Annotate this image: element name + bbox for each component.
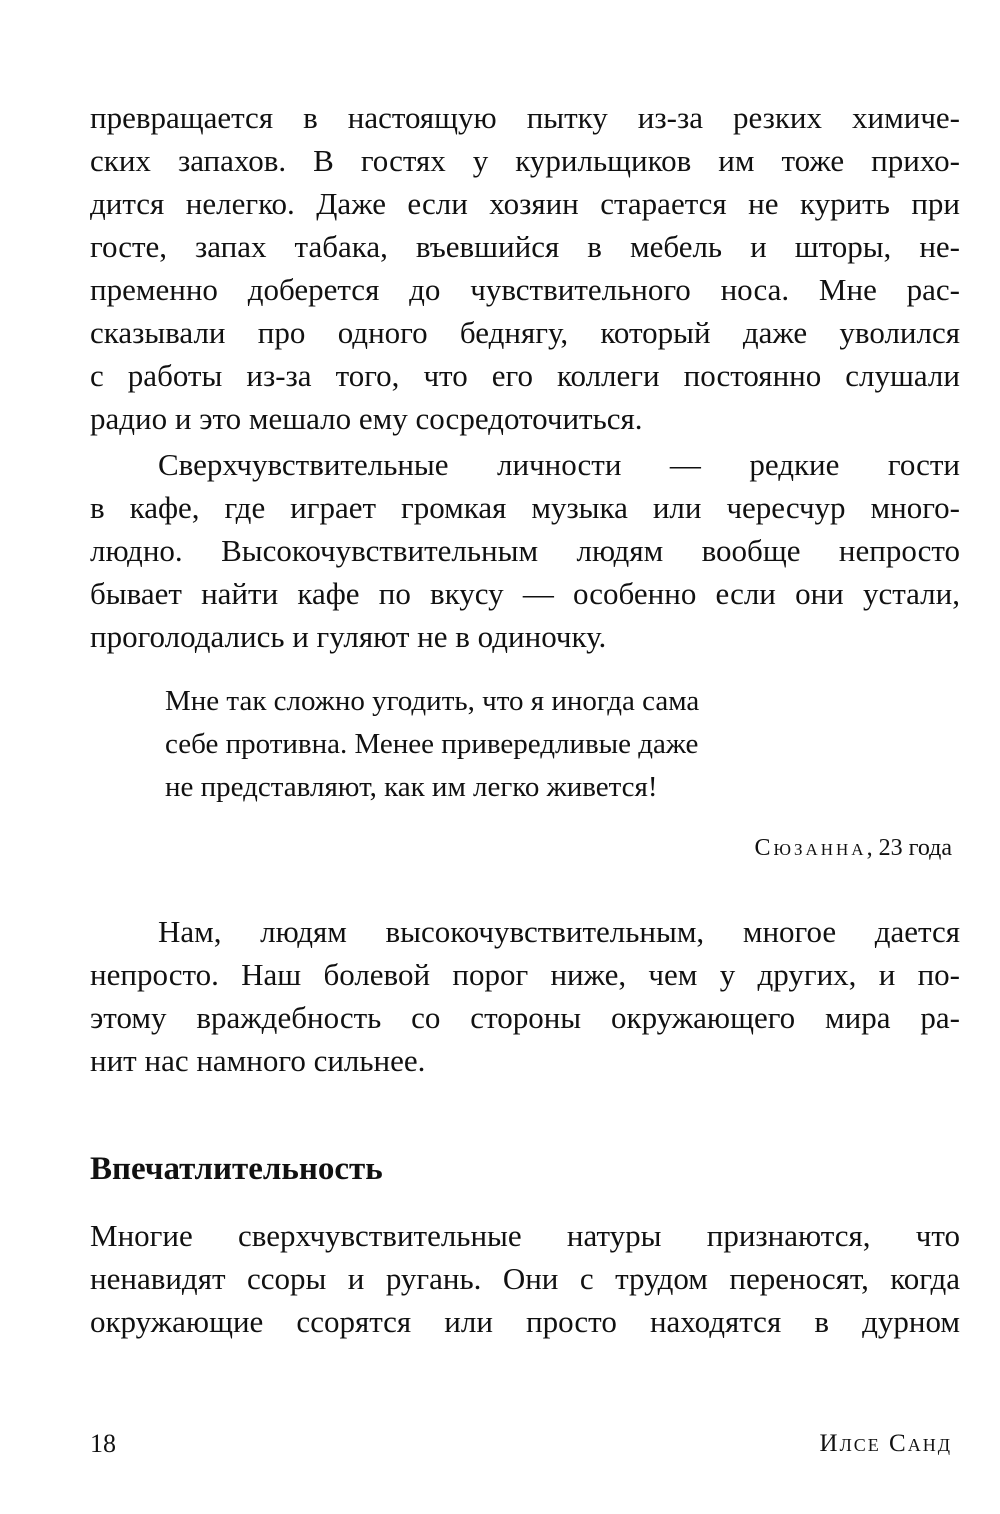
text-line: Нам, людям высокочувствительным, многое дается [158, 914, 960, 949]
text-line: ненавидят ссоры и ругань. Они с трудом переносят, когда [90, 1261, 960, 1296]
attribution-age: , 23 года [866, 835, 952, 861]
text-line: сказывали про одного беднягу, который даже уволился [90, 315, 960, 350]
quote-line: Мне так сложно угодить, что я иногда сама [165, 685, 700, 717]
quote-line: не представляют, как им легко живется! [165, 771, 658, 803]
text-line: с работы из-за того, что его коллеги постоянно слушали [90, 358, 960, 393]
text-line: госте, запах табака, въевшийся в мебель и шторы, не- [90, 229, 960, 264]
text-line: радио и это мешало ему сосредоточиться. [90, 401, 643, 436]
quote-attribution [754, 830, 952, 866]
paragraph-1 [90, 96, 960, 440]
quote-line: себе противна. Менее привередливые даже [165, 728, 699, 760]
text-line: людно. Высокочувствительным людям вообще непросто [90, 533, 960, 568]
text-line: дится нелегко. Даже если хозяин старается не курить при [90, 186, 960, 221]
block-quote [165, 680, 865, 809]
paragraph-3 [90, 910, 960, 1082]
running-footer-author: Илсе Санд [819, 1430, 952, 1457]
text-line: непросто. Наш болевой порог ниже, чем у других, и по- [90, 957, 960, 992]
text-line: Сверхчувствительные личности — редкие гости [158, 447, 960, 482]
text-line: нит нас намного сильнее. [90, 1043, 426, 1078]
text-line: Многие сверхчувствительные натуры признаются, что [90, 1218, 960, 1253]
text-line: пременно доберется до чувствительного носа. Мне рас- [90, 272, 960, 307]
text-line: ских запахов. В гостях у курильщиков им тоже прихо- [90, 143, 960, 178]
text-line: превращается в настоящую пытку из-за резких химиче- [90, 100, 960, 135]
text-line: окружающие ссорятся или просто находятся в дурном [90, 1304, 960, 1339]
text-line: проголодались и гуляют не в одиночку. [90, 619, 607, 654]
text-line: этому враждебность со стороны окружающего мира ра- [90, 1000, 960, 1035]
page-number: 18 [90, 1429, 116, 1458]
paragraph-4 [90, 1214, 960, 1343]
section-heading: Впечатлительность [90, 1151, 383, 1187]
paragraph-2 [90, 443, 960, 658]
text-line: бывает найти кафе по вкусу — особенно если они устали, [90, 576, 960, 611]
attribution-name: Сюзанна [754, 835, 867, 861]
text-line: в кафе, где играет громкая музыка или чересчур много- [90, 490, 960, 525]
